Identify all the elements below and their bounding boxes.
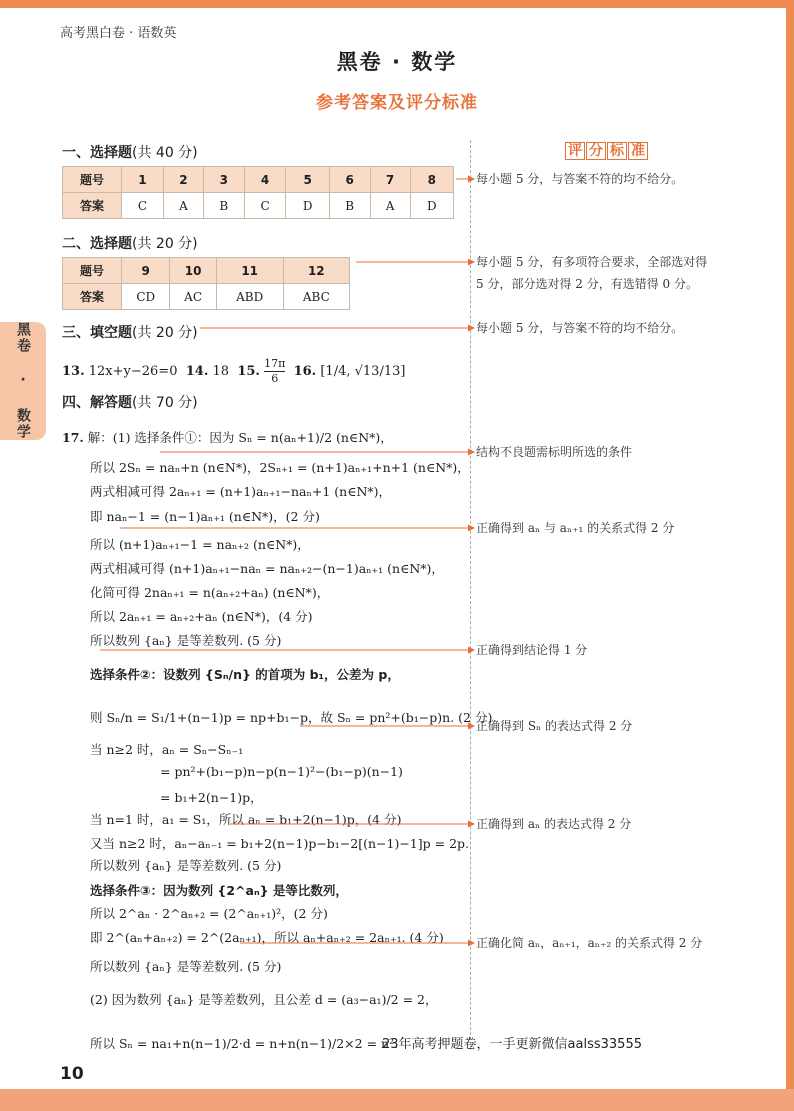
rubric-note-5: 正确得到 aₙ 与 aₙ₊₁ 的关系式得 2 分 [476, 521, 675, 535]
series-header: 高考黑白卷 · 语数英 [60, 26, 177, 41]
q14-answer: 18 [212, 364, 230, 379]
rubric-note-4: 结构不良题需标明所选的条件 [476, 445, 633, 459]
solution-line-8: 所以 2aₙ₊₁ = aₙ₊₂+aₙ (n∈N*)，(4 分) [90, 609, 313, 624]
rubric-badge-char: 分 [586, 142, 606, 160]
q13-answer: 12x+y−26=0 [88, 364, 178, 379]
answer-cell: D [410, 193, 453, 219]
section-points: (共 70 分) [132, 395, 198, 411]
answer-cell: D [286, 193, 329, 219]
solution-text: 解：(1) 选择条件①：因为 Sₙ = n(aₙ+1)/2 (n∈N*)， [87, 430, 393, 445]
solution-line-17: 所以数列 {aₙ} 是等差数列. (5 分) [90, 858, 282, 873]
solution-line-16: 又当 n≥2 时，aₙ−aₙ₋₁ = b₁+2(n−1)p−b₁−2[(n−1)−1]p = 2p. [90, 836, 469, 851]
q15-numerator: 17π [264, 357, 286, 370]
solution-line-21: 所以数列 {aₙ} 是等差数列. (5 分) [90, 959, 282, 974]
question-number: 4 [244, 167, 286, 193]
q15-denominator: 6 [271, 372, 279, 385]
question-number: 12 [283, 258, 349, 284]
q14-number: 14. [185, 364, 209, 379]
row-label: 答案 [63, 284, 122, 310]
row-label: 题号 [63, 258, 122, 284]
question-number: 2 [163, 167, 203, 193]
solution-line-3: 两式相减可得 2aₙ₊₁ = (n+1)aₙ₊₁−naₙ+1 (n∈N*)， [90, 484, 392, 499]
solution-line-18: 选择条件③：因为数列 {2^aₙ} 是等比数列， [90, 883, 348, 898]
q16-answer: [1/4, √13/13] [320, 364, 406, 379]
solution-line-20: 即 2^(aₙ+aₙ₊₂) = 2^(2aₙ₊₁)，所以 aₙ+aₙ₊₂ = 2aₙ₊₁. (4 分) [90, 930, 444, 945]
question-number: 11 [216, 258, 283, 284]
q16-number: 16. [293, 364, 317, 379]
solution-line-4: 即 naₙ−1 = (n−1)aₙ₊₁ (n∈N*)，(2 分) [90, 509, 320, 524]
solution-line-15: 当 n=1 时，a₁ = S₁，所以 aₙ = b₁+2(n−1)p，(4 分) [90, 812, 402, 827]
rubric-note-1: 每小题 5 分，与答案不符的均不给分。 [476, 172, 684, 186]
section-title: 三、填空题 [62, 325, 132, 341]
solution-line-5: 所以 (n+1)aₙ₊₁−1 = naₙ₊₂ (n∈N*)， [90, 537, 310, 552]
solution-line-9: 所以数列 {aₙ} 是等差数列. (5 分) [90, 633, 282, 648]
section-title: 四、解答题 [62, 395, 132, 411]
watermark: 23年高考押题卷，一手更新微信aalss33555 [382, 1037, 642, 1052]
solution-line-22: (2) 因为数列 {aₙ} 是等差数列，且公差 d = (a₃−a₁)/2 = 2， [90, 992, 438, 1007]
question-number: 1 [122, 167, 164, 193]
rubric-note-6: 正确得到结论得 1 分 [476, 643, 588, 657]
solution-line-14: = b₁+2(n−1)p， [160, 790, 263, 805]
answer-cell: ABD [216, 284, 283, 310]
solution-line-11: 则 Sₙ/n = S₁/1+(n−1)p = np+b₁−p，故 Sₙ = pn²+(b₁−p)n. (2 分) [90, 710, 493, 725]
question-number: 3 [203, 167, 244, 193]
q17-number: 17. [62, 430, 84, 445]
answer-cell: A [370, 193, 410, 219]
question-number: 8 [410, 167, 453, 193]
question-number: 9 [122, 258, 170, 284]
q13-number: 13. [62, 364, 85, 379]
answer-cell: C [122, 193, 164, 219]
solution-line-6: 两式相减可得 (n+1)aₙ₊₁−naₙ = naₙ₊₂−(n−1)aₙ₊₁ (n∈N*)， [90, 561, 444, 576]
rubric-note-9: 正确化简 aₙ，aₙ₊₁，aₙ₊₂ 的关系式得 2 分 [476, 936, 703, 950]
answer-cell: C [244, 193, 286, 219]
answer-cell: CD [122, 284, 170, 310]
section-points: (共 20 分) [132, 325, 198, 341]
section-points: (共 20 分) [132, 236, 198, 252]
solution-line-10: 选择条件②：设数列 {Sₙ/n} 的首项为 b₁，公差为 p， [90, 667, 400, 682]
page-number: 10 [60, 1064, 84, 1084]
solution-line-2: 所以 2Sₙ = naₙ+n (n∈N*)，2Sₙ₊₁ = (n+1)aₙ₊₁+n+1 (n∈N*)， [90, 460, 470, 475]
rubric-badge-char: 评 [565, 142, 585, 160]
rubric-badge-char: 准 [628, 142, 648, 160]
question-number: 7 [370, 167, 410, 193]
question-number: 6 [329, 167, 370, 193]
rubric-note-7: 正确得到 Sₙ 的表达式得 2 分 [476, 719, 633, 733]
section-title: 一、选择题 [62, 145, 132, 161]
row-label: 题号 [63, 167, 122, 193]
solution-line-12: 当 n≥2 时，aₙ = Sₙ−Sₙ₋₁ [90, 742, 244, 757]
side-tab: 黑卷 · 数学 [0, 322, 46, 440]
answer-cell: ABC [283, 284, 349, 310]
row-label: 答案 [63, 193, 122, 219]
rubric-note-8: 正确得到 aₙ 的表达式得 2 分 [476, 817, 632, 831]
rubric-note-3: 每小题 5 分，与答案不符的均不给分。 [476, 321, 684, 335]
answer-cell: AC [170, 284, 216, 310]
answer-cell: A [163, 193, 203, 219]
question-number: 5 [286, 167, 329, 193]
solution-line-23: 所以 Sₙ = na₁+n(n−1)/2·d = n+n(n−1)/2×2 = n². [90, 1036, 399, 1051]
rubric-badge-char: 标 [607, 142, 627, 160]
page-title: 黑卷 · 数学 [336, 50, 458, 74]
q15-number: 15. [237, 364, 260, 379]
section-title: 二、选择题 [62, 236, 132, 252]
section-points: (共 40 分) [132, 145, 198, 161]
answer-cell: B [203, 193, 244, 219]
rubric-note-2a: 每小题 5 分，有多项符合要求，全部选对得 [476, 255, 708, 269]
solution-line-19: 所以 2^aₙ · 2^aₙ₊₂ = (2^aₙ₊₁)²，(2 分) [90, 906, 328, 921]
solution-line-13: = pn²+(b₁−p)n−p(n−1)²−(b₁−p)(n−1) [160, 764, 403, 779]
question-number: 10 [170, 258, 216, 284]
answer-cell: B [329, 193, 370, 219]
rubric-note-2b: 5 分，部分选对得 2 分，有选错得 0 分。 [476, 277, 698, 291]
solution-line-7: 化简可得 2naₙ₊₁ = n(aₙ₊₂+aₙ) (n∈N*)， [90, 585, 330, 600]
page-subtitle: 参考答案及评分标准 [316, 93, 478, 113]
